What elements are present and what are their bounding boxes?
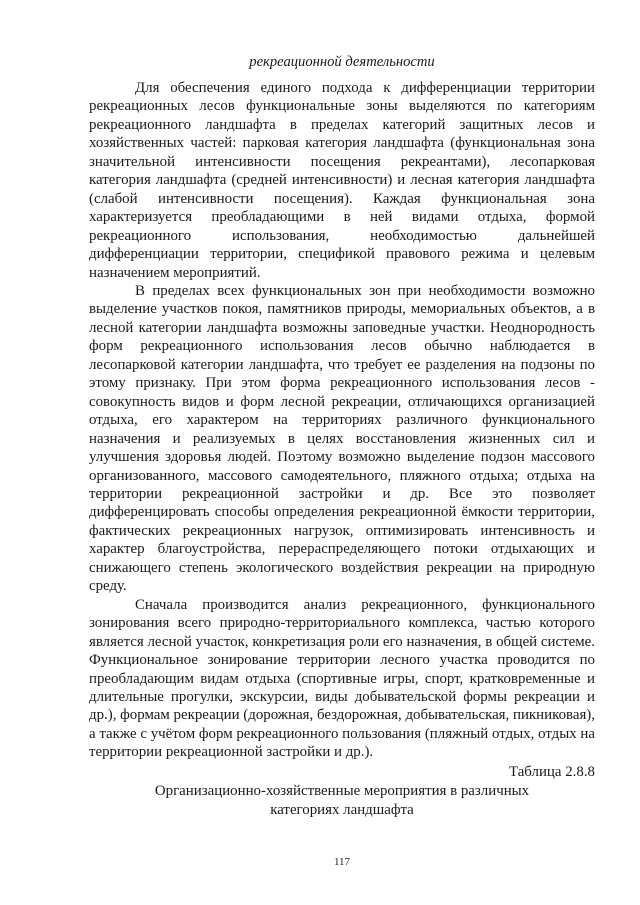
table-caption-line-1: Организационно-хозяйственные мероприятия в различных — [154, 783, 530, 799]
table-caption — [129, 782, 555, 819]
paragraph-zones-by-category: Для обеспечения единого подхода к дифференциации территории рекреационных лесов функциональные зоны выделяются по категориям рекреационного ландшафта в пределах категорий защитных лесов и хозяйственных частей: парковая категория ландшафта (функциональная зона значительной интенсивности посещения рекреантами), лесопарковая категория ландшафта (средней интенсивности) и лесная категория ландшафта (слабой интенсивности посещения). Каждая функциональная зона характеризуется преобладающими в ней видами отдыха, формой рекреационного использования, необходимостью дальнейшей дифференциации территории, спецификой правового режима и целевым назначением мероприятий. — [89, 80, 595, 281]
running-title: рекреационной деятельности — [249, 54, 435, 70]
table-label: Таблица 2.8.8 — [508, 764, 595, 780]
page-number: 117 — [333, 856, 351, 868]
document-page — [89, 0, 595, 905]
paragraph-functional-zoning: Сначала производится анализ рекреационного, функционального зонирования всего природно-территориального комплекса, частью которого является лесной участок, конкретизация роли его назначения, в общей системе. Функциональное зонирование территории лесного участка проводится по преобладающим видам отдыха (спортивные игры, спорт, кратковременные и длительные прогулки, экскурсии, виды добывательской формы рекреации и др.), формам рекреации (дорожная, бездорожная, добывательская, пикниковая), а также с учётом форм рекреационного пользования (пляжный отдых, отдых на территории рекреационной застройки и др.). — [89, 596, 595, 761]
table-caption-line-2: категориях ландшафта — [270, 801, 414, 818]
paragraph-rest-areas: В пределах всех функциональных зон при необходимости возможно выделение участков покоя, памятников природы, мемориальных объектов, а в лесной категории ландшафта возможны заповедные участки. Неоднородность форм рекреационного использования лесов обычно наблюдается в лесопарковой категории ландшафта, что требует ее разделения на подзоны по этому признаку. При этом форма рекреационного использования лесов - совокупность видов и форм лесной рекреации, отличающихся организацией отдыха, его характером на территориях различного функционального назначения и реализуемых в целях восстановления жизненных сил и улучшения здоровья людей. Поэтому возможно выделение подзон массового организованного, массового самодеятельного, пляжного отдыха; отдыха на территории рекреационной застройки и др. Все это позволяет дифференцировать способы определения рекреационной ёмкости территории, фактических рекреационных нагрузок, оптимизировать интенсивность и характер благоустройства, перераспределяющего потоки отдыхающих и снижающего степень экологического воздействия рекреации на природную среду. — [89, 282, 595, 595]
body-text — [89, 79, 595, 762]
